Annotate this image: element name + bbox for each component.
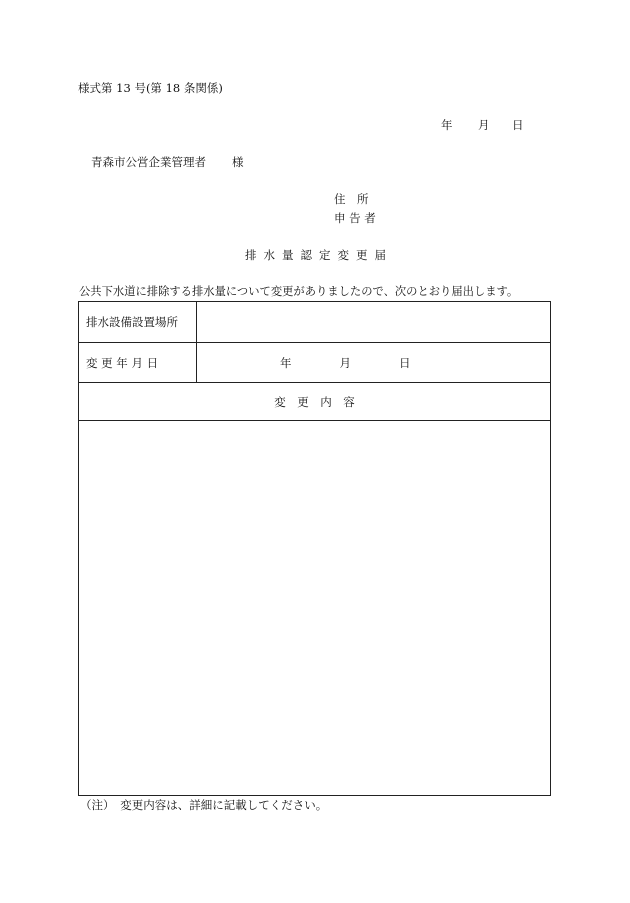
note: （注） 変更内容は、詳細に記載してください。: [80, 798, 328, 812]
form-number: 様式第 13 号(第 18 条関係): [78, 81, 223, 95]
change-date-field[interactable]: [197, 343, 551, 383]
date-year: 年: [441, 118, 453, 132]
date-day: 日: [512, 118, 524, 132]
applicant-label: 申 告 者: [334, 211, 376, 225]
content-field[interactable]: [79, 421, 551, 796]
change-date-day: 日: [399, 355, 411, 370]
address-label: 住 所: [334, 192, 369, 206]
content-header: 変 更 内 容: [79, 383, 551, 421]
date-month: 月: [478, 118, 490, 132]
addressee-name: 青森市公営企業管理者: [91, 155, 206, 169]
document-title: 排水量認定変更届: [245, 248, 393, 262]
notification-table: [78, 301, 551, 796]
location-field[interactable]: [197, 302, 551, 343]
change-date-month: 月: [339, 355, 351, 370]
addressee-honorific: 様: [232, 155, 244, 169]
intro-statement: 公共下水道に排除する排水量について変更がありましたので、次のとおり届出します。: [79, 285, 519, 298]
change-date-label: 変 更 年 月 日: [79, 343, 197, 383]
change-date-year: 年: [280, 355, 292, 370]
location-label: 排水設備設置場所: [79, 302, 197, 343]
